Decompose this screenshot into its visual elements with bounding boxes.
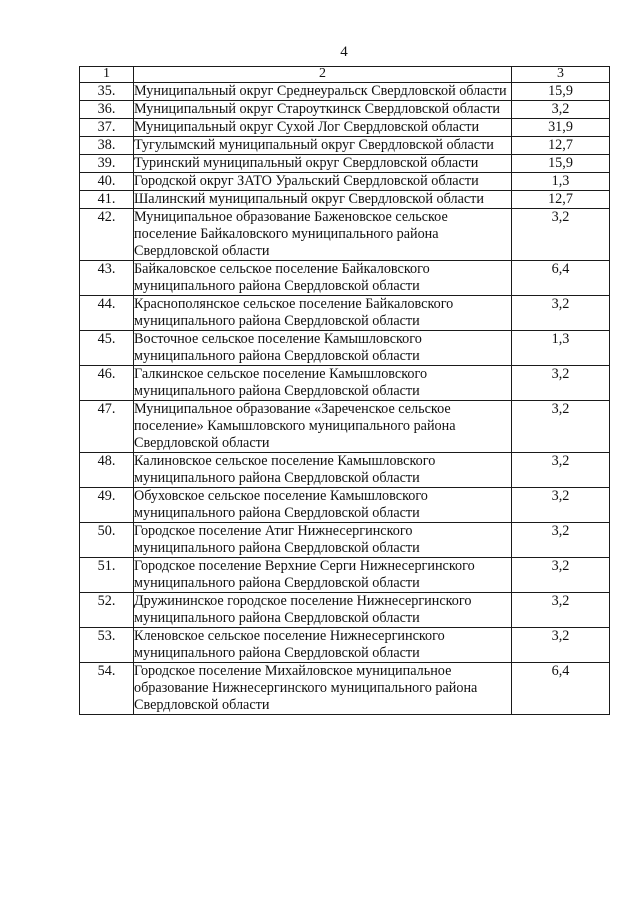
column-header-name: 2 [134,67,512,83]
allocation-value: 3,2 [512,488,610,523]
allocation-value: 1,3 [512,331,610,366]
table-row [80,558,610,593]
allocation-value: 31,9 [512,119,610,137]
table-row [80,488,610,523]
table-row [80,628,610,663]
allocation-value: 3,2 [512,209,610,261]
municipality-name: Краснополянское сельское поселение Байкаловского муниципального района Свердловской области [134,296,512,331]
municipality-name: Калиновское сельское поселение Камышловского муниципального района Свердловской области [134,453,512,488]
municipality-name: Восточное сельское поселение Камышловского муниципального района Свердловской области [134,331,512,366]
municipality-name: Тугулымский муниципальный округ Свердловской области [134,137,512,155]
row-number: 51. [80,558,134,593]
municipality-name: Городское поселение Атиг Нижнесергинского муниципального района Свердловской области [134,523,512,558]
row-number: 52. [80,593,134,628]
row-number: 36. [80,101,134,119]
column-header-number: 1 [80,67,134,83]
row-number: 50. [80,523,134,558]
row-number: 47. [80,401,134,453]
table-row [80,191,610,209]
municipality-name: Муниципальный округ Сухой Лог Свердловской области [134,119,512,137]
allocation-value: 3,2 [512,593,610,628]
table-row [80,331,610,366]
row-number: 46. [80,366,134,401]
municipality-name: Городское поселение Верхние Серги Нижнесергинского муниципального района Свердловской области [134,558,512,593]
allocation-value: 6,4 [512,663,610,715]
row-number: 35. [80,83,134,101]
table-row [80,401,610,453]
row-number: 41. [80,191,134,209]
allocation-value: 15,9 [512,83,610,101]
row-number: 40. [80,173,134,191]
municipality-name: Городское поселение Михайловское муниципальное образование Нижнесергинского муниципального района Свердловской области [134,663,512,715]
page-number: 4 [340,44,348,60]
allocation-value: 3,2 [512,296,610,331]
row-number: 49. [80,488,134,523]
allocation-value: 3,2 [512,523,610,558]
municipality-name: Городской округ ЗАТО Уральский Свердловской области [134,173,512,191]
municipality-name: Байкаловское сельское поселение Байкаловского муниципального района Свердловской области [134,261,512,296]
table-row [80,119,610,137]
table-row [80,663,610,715]
row-number: 44. [80,296,134,331]
row-number: 38. [80,137,134,155]
allocation-value: 12,7 [512,137,610,155]
table-row [80,83,610,101]
allocation-value: 3,2 [512,628,610,663]
allocation-value: 12,7 [512,191,610,209]
table-row [80,173,610,191]
row-number: 39. [80,155,134,173]
table-row [80,261,610,296]
allocation-value: 6,4 [512,261,610,296]
row-number: 53. [80,628,134,663]
municipality-name: Муниципальный округ Староуткинск Свердловской области [134,101,512,119]
allocation-value: 3,2 [512,453,610,488]
municipality-name: Дружининское городское поселение Нижнесергинского муниципального района Свердловской области [134,593,512,628]
table-body [80,83,610,715]
table-row [80,366,610,401]
allocation-value: 3,2 [512,101,610,119]
allocation-value: 15,9 [512,155,610,173]
row-number: 37. [80,119,134,137]
municipality-name: Туринский муниципальный округ Свердловской области [134,155,512,173]
table-row [80,296,610,331]
municipality-name: Муниципальное образование «Зареченское сельское поселение» Камышловского муниципального района Свердловской области [134,401,512,453]
allocation-value: 3,2 [512,401,610,453]
table-row [80,209,610,261]
allocation-value: 1,3 [512,173,610,191]
table-row [80,101,610,119]
table-header-row [80,67,610,83]
row-number: 43. [80,261,134,296]
row-number: 54. [80,663,134,715]
row-number: 48. [80,453,134,488]
table-row [80,155,610,173]
table-row [80,137,610,155]
municipality-name: Шалинский муниципальный округ Свердловской области [134,191,512,209]
table-row [80,523,610,558]
row-number: 45. [80,331,134,366]
municipality-name: Обуховское сельское поселение Камышловского муниципального района Свердловской области [134,488,512,523]
allocation-value: 3,2 [512,558,610,593]
table-row [80,593,610,628]
column-header-value: 3 [512,67,610,83]
allocation-value: 3,2 [512,366,610,401]
municipality-name: Муниципальный округ Среднеуральск Свердловской области [134,83,512,101]
municipality-name: Кленовское сельское поселение Нижнесергинского муниципального района Свердловской области [134,628,512,663]
municipality-name: Галкинское сельское поселение Камышловского муниципального района Свердловской области [134,366,512,401]
allocation-table [79,66,610,715]
table-row [80,453,610,488]
municipality-name: Муниципальное образование Баженовское сельское поселение Байкаловского муниципального района Свердловской области [134,209,512,261]
row-number: 42. [80,209,134,261]
